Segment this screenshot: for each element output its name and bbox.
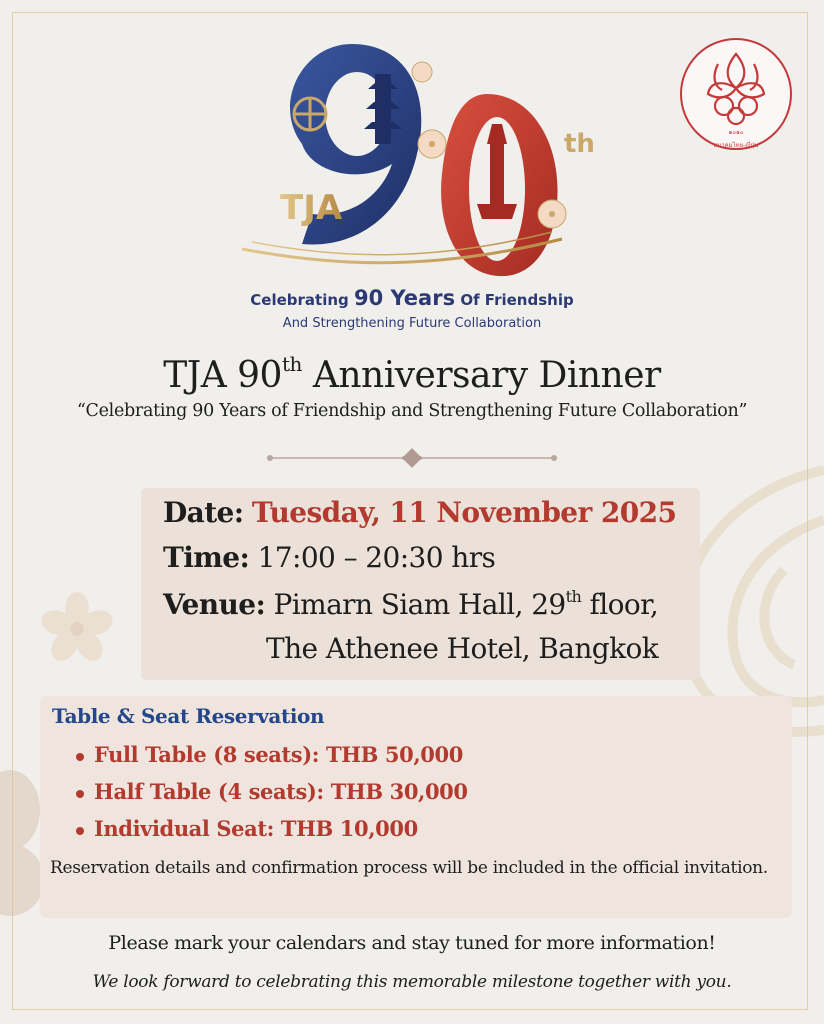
bullet-icon (76, 753, 84, 761)
page-subtitle: “Celebrating 90 Years of Friendship and Strengthening Future Collaboration” (76, 401, 748, 421)
tja-seal-logo (678, 36, 794, 152)
sakura-ornament-icon (40, 592, 114, 666)
reservation-list (76, 736, 468, 847)
event-venue-line2: The Athenee Hotel, Bangkok (266, 632, 659, 665)
svg-text:๑๐๑๐: ๑๐๑๐ (728, 129, 744, 136)
bullet-icon (76, 790, 84, 798)
reservation-title: Table & Seat Reservation (52, 704, 325, 728)
footer-message: Please mark your calendars and stay tuned for more information! (108, 932, 716, 954)
reservation-note: Reservation details and confirmation process will be included in the official invitation. (50, 858, 768, 878)
event-date: Date: Tuesday, 11 November 2025 (163, 496, 677, 529)
logo-suffix: th (564, 129, 595, 159)
logo-tagline: Celebrating 90 Years Of Friendship (250, 286, 574, 310)
event-info-panel (141, 488, 700, 680)
logo-org: TJA (280, 188, 343, 228)
logo-tagline-secondary: And Strengthening Future Collaboration (282, 316, 542, 331)
footer-closing: We look forward to celebrating this memorable milestone together with you. (92, 972, 732, 992)
event-time: Time: 17:00 – 20:30 hrs (163, 541, 496, 574)
bullet-icon (76, 827, 84, 835)
event-venue: Venue: Pimarn Siam Hall, 29th floor, (163, 587, 659, 621)
list-item: Individual Seat: THB 10,000 (76, 810, 468, 847)
ornamental-divider (264, 447, 560, 469)
list-item: Full Table (8 seats): THB 50,000 (76, 736, 468, 773)
reservation-panel (40, 696, 792, 918)
page-title: TJA 90th Anniversary Dinner (163, 352, 661, 396)
seal-text: สมาคมไทย-ญี่ปุ่น (713, 142, 759, 149)
list-item: Half Table (4 seats): THB 30,000 (76, 773, 468, 810)
tja-90th-logo (232, 34, 612, 284)
